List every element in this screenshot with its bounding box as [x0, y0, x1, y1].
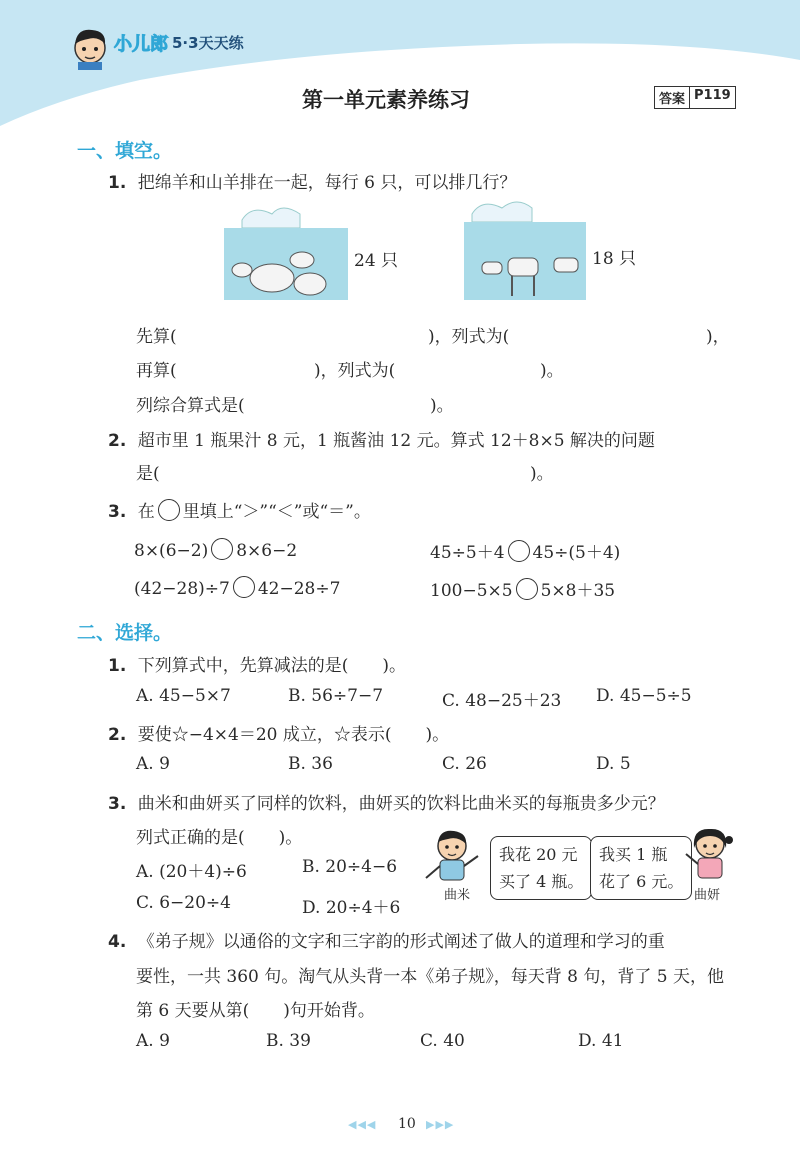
compare-row-2-right — [430, 576, 615, 601]
girl-quyan-icon — [682, 824, 738, 886]
option-d[interactable]: D. 45−5÷5 — [596, 686, 692, 706]
option-c[interactable]: C. 48−25＋23 — [442, 691, 562, 711]
page-number: 10 — [398, 1116, 416, 1132]
q2-answer-start: 是( — [136, 464, 160, 484]
q1-line3-start: 列综合算式是( — [136, 396, 245, 416]
boy-qumi-icon — [424, 826, 480, 888]
bubble-line: 我买 1 瓶 — [599, 845, 668, 864]
option-b[interactable]: B. 20÷4−6 — [302, 857, 398, 877]
q3-subtext: 列式正确的是( )。 — [136, 828, 303, 848]
q2-answer-end: )。 — [530, 464, 554, 484]
q-text-a: 在 — [137, 502, 155, 522]
answer-page: P119 — [694, 88, 731, 103]
q-text: 下列算式中，先算减法的是( )。 — [137, 656, 406, 676]
q2-1 — [108, 651, 406, 676]
q-number: 3. — [108, 794, 127, 814]
option-a[interactable]: A. (20＋4)÷6 — [136, 862, 247, 882]
qumi-speech-bubble — [490, 836, 592, 900]
answer-reference — [654, 86, 736, 109]
goat-count: 18 只 — [592, 249, 637, 269]
sheep-illustration — [222, 200, 350, 302]
q1-1 — [108, 168, 516, 193]
option-d[interactable]: D. 41 — [578, 1031, 624, 1051]
footer-left-arrows-icon: ◀◀◀ — [348, 1118, 377, 1131]
q1-line1-end: )， — [706, 327, 730, 347]
q1-line1-mid: )，列式为( — [428, 327, 510, 347]
sheep-count: 24 只 — [354, 251, 399, 271]
section1-heading: 一、填空。 — [77, 140, 173, 162]
option-c[interactable]: C. 40 — [420, 1031, 465, 1051]
q-text: 超市里 1 瓶果汁 8 元，1 瓶酱油 12 元。算式 12＋8×5 解决的问题 — [137, 431, 655, 451]
answer-circle[interactable] — [211, 538, 233, 560]
compare-row-1-right — [430, 538, 620, 563]
expr-right: 8×6−2 — [236, 541, 298, 561]
q-number: 3. — [108, 502, 127, 522]
q1-line2-start: 再算( — [136, 361, 177, 381]
q1-line2-mid: )，列式为( — [314, 361, 396, 381]
option-a[interactable]: A. 45−5×7 — [136, 686, 231, 706]
q1-line1-start: 先算( — [136, 327, 177, 347]
q2-2 — [108, 720, 449, 745]
q1-line2-end: )。 — [540, 361, 564, 381]
boy-mascot-icon — [68, 22, 112, 70]
answer-circle[interactable] — [158, 499, 180, 521]
q1-3 — [108, 497, 371, 522]
q-number: 4. — [108, 932, 127, 952]
brand-logo: 小儿郎 — [114, 34, 168, 55]
section2-heading: 二、选择。 — [77, 622, 173, 644]
q-text-b: 里填上“＞”“＜”或“＝”。 — [182, 502, 371, 522]
compare-row-2-left — [134, 576, 340, 599]
q1-2 — [108, 426, 655, 451]
page-title: 第一单元素养练习 — [302, 88, 470, 112]
compare-row-1-left — [134, 538, 297, 561]
option-c[interactable]: C. 6−20÷4 — [136, 893, 231, 913]
answer-circle[interactable] — [233, 576, 255, 598]
expr-left: 8×(6−2) — [134, 541, 209, 561]
option-b[interactable]: B. 56÷7−7 — [288, 686, 384, 706]
expr-right: 5×8＋35 — [540, 581, 616, 601]
q-text-line1: 《弟子规》以通俗的文字和三字韵的形式阐述了做人的道理和学习的重 — [137, 932, 665, 952]
q2-3 — [108, 789, 665, 814]
expr-right: 42−28÷7 — [257, 579, 341, 599]
expr-right: 45÷(5＋4) — [532, 543, 621, 563]
q-text: 曲米和曲妍买了同样的饮料，曲妍买的饮料比曲米买的每瓶贵多少元？ — [137, 794, 665, 814]
q-number: 1. — [108, 173, 127, 193]
option-a[interactable]: A. 9 — [136, 754, 170, 774]
quyan-name: 曲妍 — [694, 888, 721, 903]
bubble-line: 我花 20 元 — [499, 845, 578, 864]
goat-illustration — [462, 196, 588, 302]
qumi-name: 曲米 — [444, 888, 471, 903]
q-number: 2. — [108, 431, 127, 451]
q-number: 2. — [108, 725, 127, 745]
answer-label: 答案 — [655, 87, 690, 108]
series-name: 5·3天天练 — [172, 34, 244, 52]
q4-line2: 要性，一共 360 句。淘气从头背一本《弟子规》，每天背 8 句，背了 5 天，他 — [136, 967, 725, 987]
expr-left: 45÷5＋4 — [430, 543, 505, 563]
answer-circle[interactable] — [508, 540, 530, 562]
q1-line3-end: )。 — [430, 396, 454, 416]
q2-4 — [108, 927, 665, 952]
answer-circle[interactable] — [516, 578, 538, 600]
expr-left: 100−5×5 — [430, 581, 513, 601]
bubble-line: 买了 4 瓶。 — [499, 872, 584, 891]
q4-line3: 第 6 天要从第( )句开始背。 — [136, 1001, 375, 1021]
expr-left: (42−28)÷7 — [134, 579, 230, 599]
option-d[interactable]: D. 5 — [596, 754, 631, 774]
q-text: 把绵羊和山羊排在一起，每行 6 只，可以排几行？ — [137, 173, 517, 193]
q-number: 1. — [108, 656, 127, 676]
option-b[interactable]: B. 39 — [266, 1031, 311, 1051]
option-c[interactable]: C. 26 — [442, 754, 487, 774]
q-text: 要使☆−4×4＝20 成立，☆表示( )。 — [137, 725, 450, 745]
option-a[interactable]: A. 9 — [136, 1031, 170, 1051]
option-d[interactable]: D. 20÷4＋6 — [302, 898, 401, 918]
bubble-line: 花了 6 元。 — [599, 872, 684, 891]
footer-right-arrows-icon: ▶▶▶ — [426, 1118, 455, 1131]
option-b[interactable]: B. 36 — [288, 754, 333, 774]
quyan-speech-bubble — [590, 836, 692, 900]
